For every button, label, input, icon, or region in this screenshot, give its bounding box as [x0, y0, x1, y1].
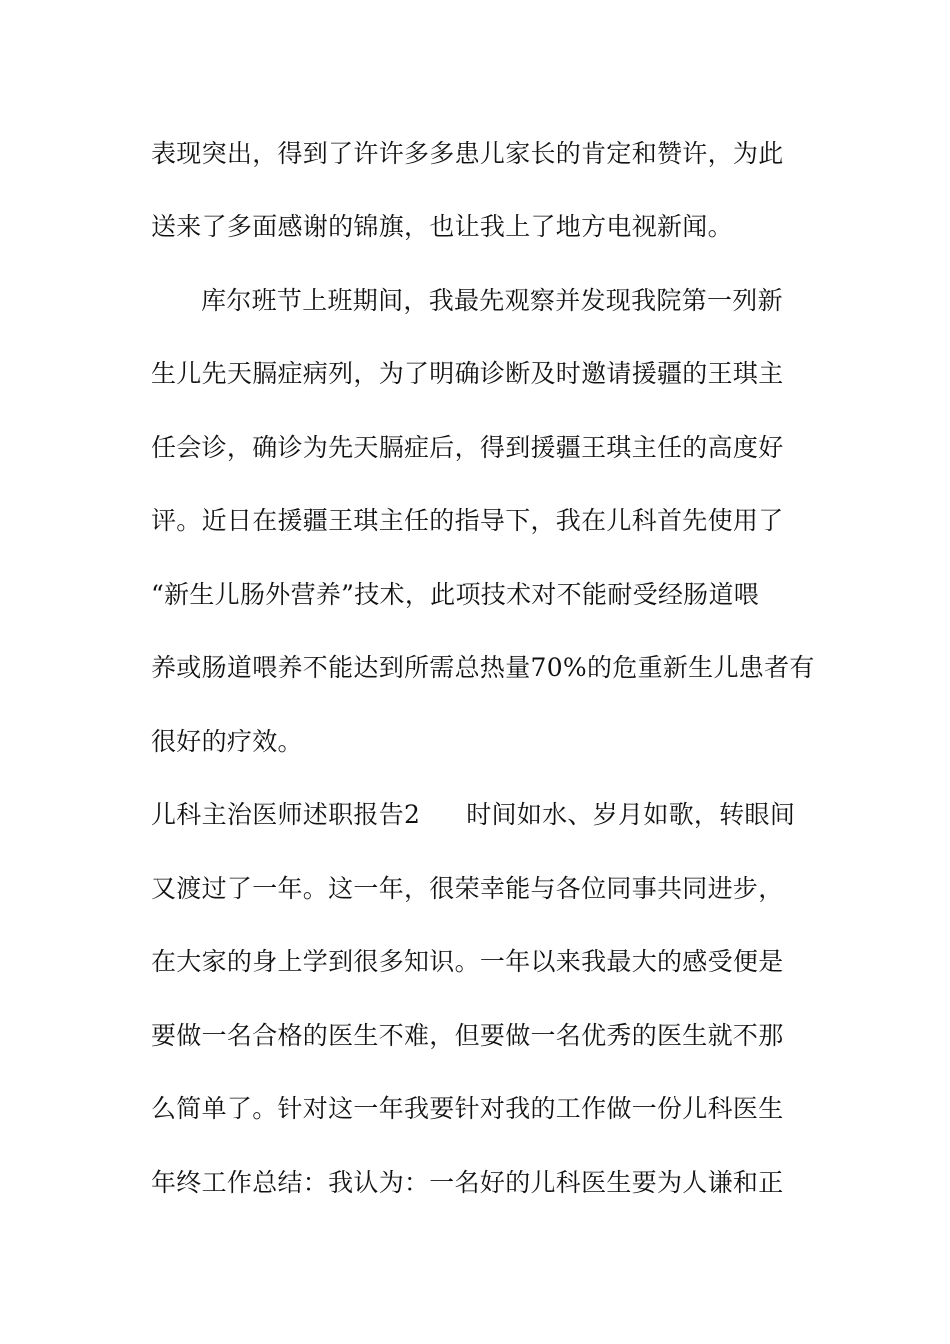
text-line: 养或肠道喂养不能达到所需总热量70%的危重新生儿患者有 — [151, 653, 815, 682]
text-line: 很好的疗效。 — [151, 727, 303, 756]
section-title: 儿科主治医师述职报告2 — [151, 800, 421, 829]
text-line: 要做一名合格的医生不难，但要做一名优秀的医生就不那 — [151, 1021, 784, 1050]
text-line: 么简单了。针对这一年我要针对我的工作做一份儿科医生 — [151, 1094, 784, 1123]
text-line: 在大家的身上学到很多知识。一年以来我最大的感受便是 — [151, 947, 784, 976]
paragraph-first-line: 库尔班节上班期间，我最先观察并发现我院第一列新 — [201, 286, 783, 315]
text-line: “新生儿肠外营养”技术，此项技术对不能耐受经肠道喂 — [151, 580, 760, 609]
text-line: 任会诊，确诊为先天膈症后，得到援疆王琪主任的高度好 — [151, 433, 784, 462]
section-heading-line — [151, 799, 811, 831]
text-line: 生儿先天膈症病列，为了明确诊断及时邀请援疆的王琪主 — [151, 359, 784, 388]
text-line: 年终工作总结：我认为：一名好的儿科医生要为人谦和正 — [151, 1168, 784, 1197]
section-first-text: 时间如水、岁月如歌，转眼间 — [466, 800, 796, 829]
text-line: 送来了多面感谢的锦旗，也让我上了地方电视新闻。 — [151, 212, 733, 241]
text-line: 又渡过了一年。这一年，很荣幸能与各位同事共同进步， — [151, 874, 784, 903]
text-line: 表现突出，得到了许许多多患儿家长的肯定和赞许，为此 — [151, 139, 784, 168]
text-line: 评。近日在援疆王琪主任的指导下，我在儿科首先使用了 — [151, 506, 784, 535]
